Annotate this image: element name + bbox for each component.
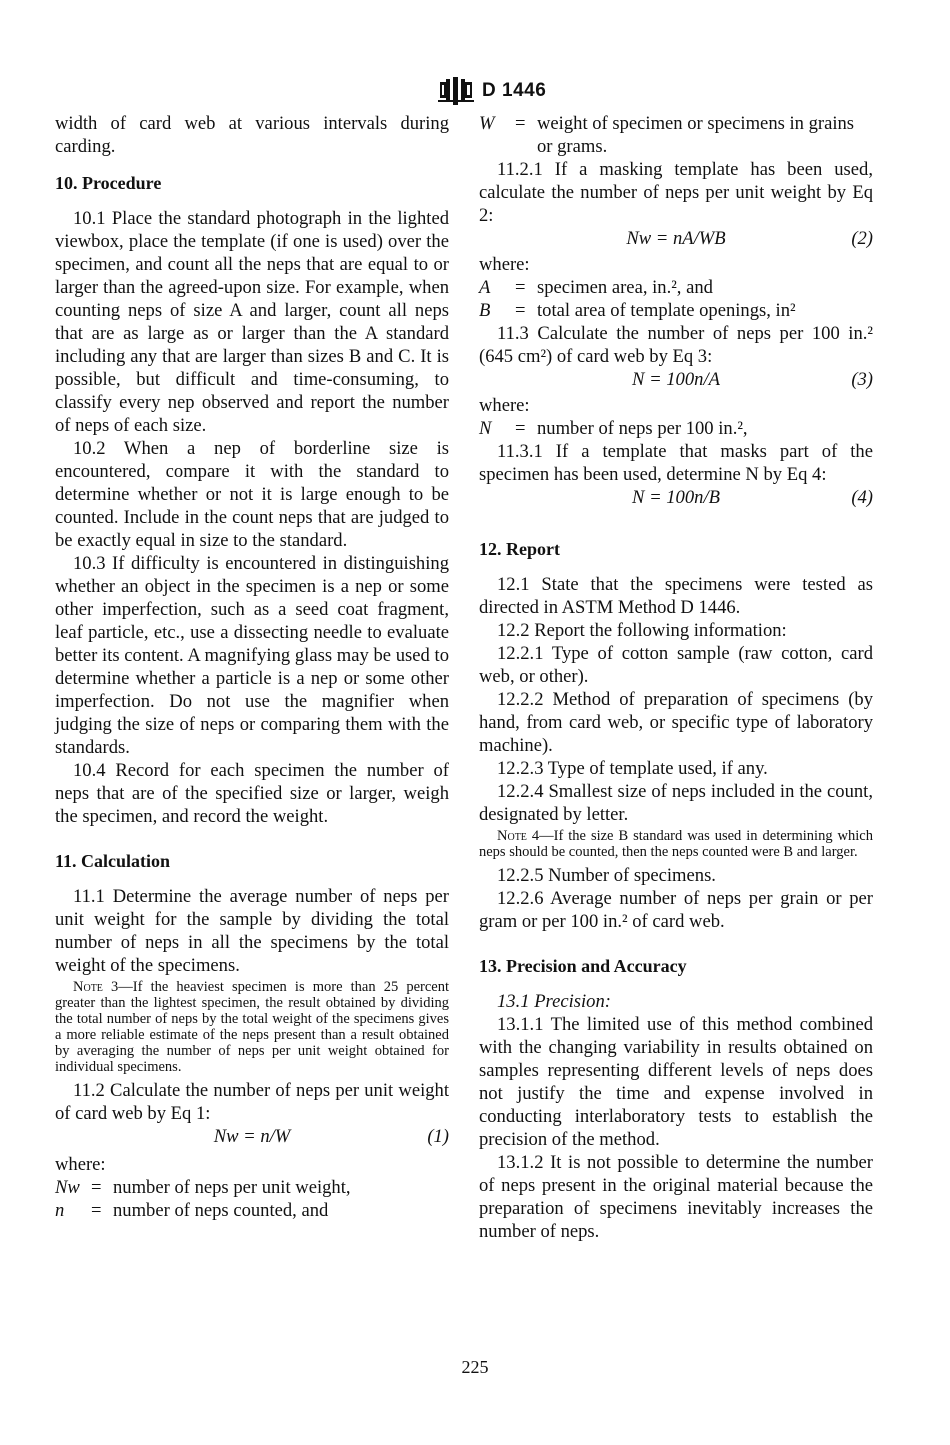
equation-2-formula: Nw = nA/WB bbox=[626, 228, 726, 249]
paragraph-12-2-2: 12.2.2 Method of preparation of specimens (by hand, from card web, or specific type of laboratory machine). bbox=[479, 689, 873, 756]
definitions-list-2 bbox=[479, 276, 873, 322]
note-3 bbox=[55, 979, 449, 1075]
paragraph-11-2: 11.2 Calculate the number of neps per unit weight of card web by Eq 1: bbox=[55, 1080, 449, 1124]
paragraph-13-1-2: 13.1.2 It is not possible to determine the number of neps present in the original material because the preparation of specimens inevitably increases the number of neps. bbox=[479, 1152, 873, 1242]
page-header bbox=[0, 70, 950, 110]
equation-2-number: (2) bbox=[851, 228, 873, 249]
where-label-2: where: bbox=[479, 254, 530, 275]
def-equals: = bbox=[91, 1200, 102, 1221]
def-text-b: total area of template openings, in² bbox=[537, 300, 796, 321]
equation-4-formula: N = 100n/B bbox=[632, 487, 720, 508]
paragraph-10-3: 10.3 If difficulty is encountered in distinguishing whether an object in the specimen is a nep or some other imperfection, such as a seed coat fragment, leaf particle, etc., use a dissecting needle to evaluate better its content. A magnifying glass may be used to determine whether a particle is a nep or some other imperfection. Do not use the magnifier when judging the size of neps or comparing them with the standards. bbox=[55, 553, 449, 758]
note-4 bbox=[479, 828, 873, 860]
def-text-w: weight of specimen or specimens in grains or grams. bbox=[537, 113, 855, 157]
section-heading-report: 12. Report bbox=[479, 539, 560, 559]
paragraph-12-2-5: 12.2.5 Number of specimens. bbox=[497, 865, 716, 886]
page-number: 225 bbox=[461, 1357, 489, 1377]
equation-4 bbox=[479, 486, 873, 512]
section-heading-procedure: 10. Procedure bbox=[55, 173, 162, 193]
paragraph-11-3: 11.3 Calculate the number of neps per 100 in.² (645 cm²) of card web by Eq 3: bbox=[479, 323, 873, 367]
def-symbol-n: n bbox=[55, 1200, 65, 1221]
where-label-1: where: bbox=[55, 1154, 106, 1175]
paragraph-11-1: 11.1 Determine the average number of neps per unit weight for the sample by dividing the total number of neps in all the specimens by the total weight of the specimens. bbox=[55, 886, 449, 976]
paragraph-card-web-continued: width of card web at various intervals during carding. bbox=[55, 113, 449, 157]
def-equals: = bbox=[515, 113, 526, 134]
note-4-text: —If the size B standard was used in determining which neps should be counted, then the neps counted were B and larger. bbox=[479, 828, 873, 860]
section-heading-calculation: 11. Calculation bbox=[55, 851, 171, 871]
definitions-list-1 bbox=[55, 1176, 449, 1222]
right-column bbox=[479, 112, 873, 1243]
paragraph-12-2-4: 12.2.4 Smallest size of neps included in the count, designated by letter. bbox=[479, 781, 873, 825]
equation-3-formula: N = 100n/A bbox=[632, 369, 720, 390]
equation-3 bbox=[479, 368, 873, 394]
def-symbol-b: B bbox=[479, 300, 491, 321]
paragraph-12-2: 12.2 Report the following information: bbox=[497, 620, 787, 641]
paragraph-12-2-3: 12.2.3 Type of template used, if any. bbox=[497, 758, 768, 779]
def-equals: = bbox=[515, 418, 526, 439]
def-text-a: specimen area, in.², and bbox=[537, 277, 713, 298]
def-equals: = bbox=[91, 1177, 102, 1198]
paragraph-10-1: 10.1 Place the standard photograph in the lighted viewbox, place the template (if one is used) over the specimen, and count all the neps that are equal to or larger than the agreed-upon size. For example, when counting neps of size A and larger, count all neps that are as large as or larger than the A standard including any that are larger than sizes B and C. It is possible, but difficult and time-consuming, to classify every nep observed and report the number of neps of each size. bbox=[55, 208, 449, 436]
equation-1-formula: Nw = n/W bbox=[213, 1126, 291, 1147]
definitions-list-w bbox=[479, 112, 873, 158]
note-4-label: Note 4 bbox=[497, 828, 540, 844]
left-column bbox=[55, 112, 449, 1222]
paragraph-12-2-1: 12.2.1 Type of cotton sample (raw cotton, card web, or other). bbox=[479, 643, 873, 687]
paragraph-13-1: 13.1 Precision: bbox=[497, 991, 611, 1012]
definitions-list-3 bbox=[479, 417, 873, 440]
where-label-3: where: bbox=[479, 395, 530, 416]
equation-2 bbox=[479, 227, 873, 253]
paragraph-10-4: 10.4 Record for each specimen the number of neps that are of the specified size or larger, weigh the specimen, and record the weight. bbox=[55, 760, 449, 827]
equation-4-number: (4) bbox=[851, 487, 873, 508]
paragraph-10-2: 10.2 When a nep of borderline size is encountered, compare it with the standard to determine whether or not it is large enough to be counted. Include in the count neps that are judged to be exactly equal in size to the standard. bbox=[55, 438, 449, 551]
def-symbol-nw: Nw bbox=[55, 1177, 80, 1198]
equation-1 bbox=[55, 1125, 449, 1151]
def-symbol-n-per-100: N bbox=[479, 418, 492, 439]
equation-1-number: (1) bbox=[427, 1126, 449, 1147]
paragraph-12-1: 12.1 State that the specimens were tested as directed in ASTM Method D 1446. bbox=[479, 574, 873, 618]
note-3-label: Note 3 bbox=[73, 979, 119, 995]
def-text-n: number of neps counted, and bbox=[113, 1200, 329, 1221]
section-heading-precision-accuracy: 13. Precision and Accuracy bbox=[479, 956, 687, 976]
def-text-nw: number of neps per unit weight, bbox=[113, 1177, 351, 1198]
def-equals: = bbox=[515, 300, 526, 321]
paragraph-11-2-1: 11.2.1 If a masking template has been used, calculate the number of neps per unit weight by Eq 2: bbox=[479, 159, 873, 226]
def-text-n-per-100: number of neps per 100 in.², bbox=[537, 418, 748, 439]
paragraph-12-2-6: 12.2.6 Average number of neps per grain or per gram or per 100 in.² of card web. bbox=[479, 888, 873, 932]
equation-3-number: (3) bbox=[851, 369, 873, 390]
def-symbol-a: A bbox=[479, 277, 491, 298]
def-equals: = bbox=[515, 277, 526, 298]
paragraph-13-1-1: 13.1.1 The limited use of this method combined with the changing variability in results obtained on samples representing different levels of neps does not justify the time and expense involved in conducting interlaboratory tests to establish the precision of the method. bbox=[479, 1014, 873, 1150]
def-symbol-w: W bbox=[479, 113, 495, 134]
note-3-text: —If the heaviest specimen is more than 25 percent greater than the lightest specimen, the result obtained by dividing the total number of neps by the total weight of the specimens gives a more reliable estimate of the neps present than a result obtained by averaging the number of neps per unit weight obtained for individual specimens. bbox=[55, 979, 449, 1075]
paragraph-11-3-1: 11.3.1 If a template that masks part of the specimen has been used, determine N by Eq 4: bbox=[479, 441, 873, 485]
standard-designation: D 1446 bbox=[482, 80, 547, 101]
astm-logo-icon bbox=[430, 76, 482, 106]
